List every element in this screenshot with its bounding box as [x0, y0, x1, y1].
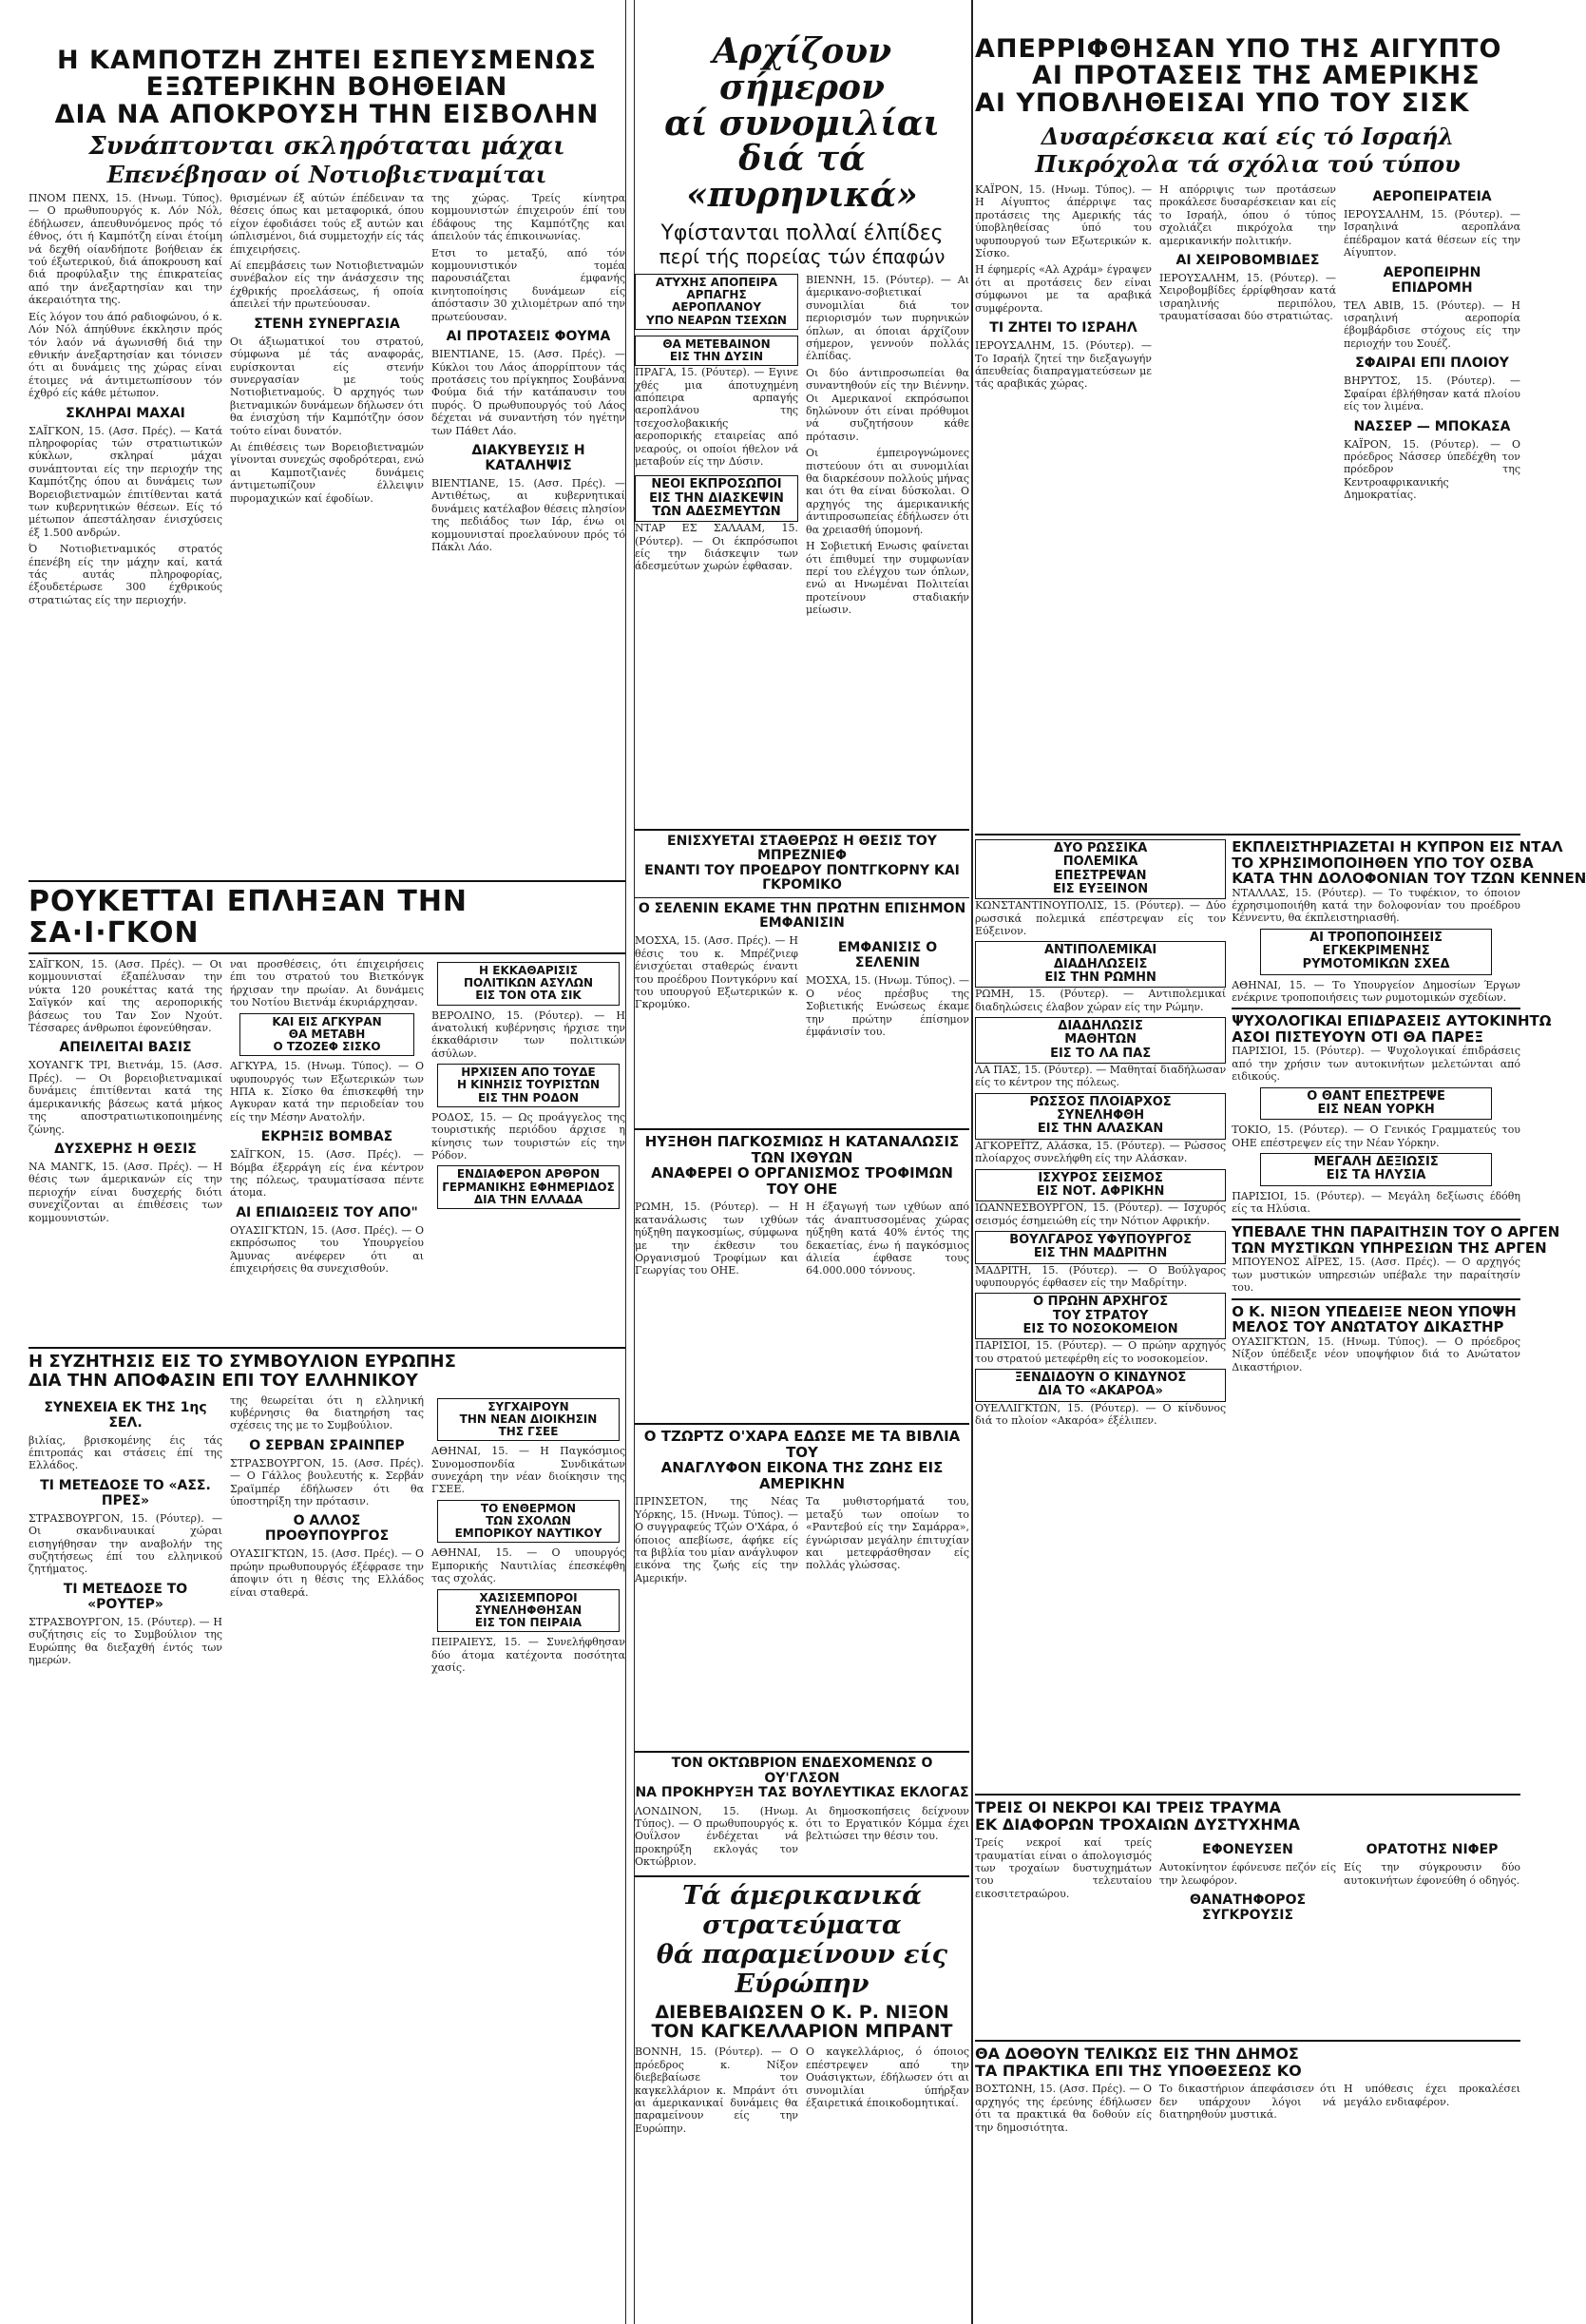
subhead-emfanisis-selenin: ΕΜΦΑΝΙΣΙΣ Ο ΣΕΛΕΝΙΝ [837, 940, 938, 971]
box-nonaligned: ΝΕΟΙ ΕΚΠΡΟΣΩΠΟΙ ΕΙΣ ΤΗΝ ΔΙΑΣΚΕΨΙΝ ΤΩΝ ΑΔΕΣΜΕΥΤΩΝ [635, 475, 798, 522]
box-new-gsee: ΣΥΓΧΑΙΡΟΥΝ ΤΗΝ ΝΕΑΝ ΔΙΟΙΚΗΣΙΝ ΤΗΣ ΓΣΕΕ [437, 1398, 620, 1442]
headline-egypt-1: ΑΠΕΡΡΙΦΘΗΣΑΝ ΥΠΟ ΤΗΣ ΑΙΓΥΠΤΟ [975, 34, 1502, 64]
headline-egypt-3: ΑΙ ΥΠΟΒΛΗΘΕΙΣΑΙ ΥΠΟ ΤΟΥ ΣΙΣΚ [975, 87, 1470, 118]
box-la-paz: ΔΙΑΔΗΛΩΣΙΣ ΜΑΘΗΤΩΝ ΕΙΣ ΤΟ ΛΑ ΠΑΣ [975, 1017, 1226, 1064]
headline-cars-2: ΑΣΟΙ ΠΙΣΤΕΥΟΥΝ ΟΤΙ ΘΑ ΠΑΡΕΞ [1232, 1028, 1483, 1046]
headline-ohara-1: Ο ΤΖΩΡΤΖ Ο'ΧΑΡΑ ΕΔΩΣΕ ΜΕ ΤΑ ΒΙΒΛΙΑ ΤΟΥ [643, 1428, 961, 1461]
deck-cambodia-1: Συνάπτονται σκληρόταται μάχαι [88, 132, 565, 162]
box-josef-sisko: ΚΑΙ ΕΙΣ ΑΓΚΥΡΑΝ ΘΑ ΜΕΤΑΒΗ Ο ΤΖΟΖΕΦ ΣΙΣΚΟ [239, 1013, 414, 1057]
headline-dead-1: ΤΡΕΙΣ ΟΙ ΝΕΚΡΟΙ ΚΑΙ ΤΡΕΙΣ ΤΡΑΥΜΑ [975, 1798, 1281, 1817]
subhead-protaseis-fouma: ΑΙ ΠΡΟΤΑΣΕΙΣ ΦΟΥΜΑ [446, 329, 611, 345]
subhead-visibility: ΟΡΑΤΟΤΗΣ ΝΙΦΕΡ [1366, 1842, 1499, 1858]
left-section: Η ΚΑΜΠΟΤΖΗ ΖΗΤΕΙ ΕΣΠΕΥΣΜΕΝΩΣ ΕΞΩΤΕΡΙΚΗΝ ΒΟΗΘΕΙΑΝ ΔΙΑ ΝΑ ΑΠΟΚΡΟΥΣΗ ΤΗΝ ΕΙΣΒΟΛΗΝ Συνάπτονται σκληρόταται μάχαι Επενέβησαν οί Νοτιοβιετναμίται ΠΝΟΜ ΠΕΝΧ, 15. (Ηνωμ. Τύπος). — Ο πρωθυπουργός κ. Λόν Νόλ, έδήλωσεν, άπευθυνόμενος πρός τό έθνος, ότι ή Καμπότζη είναι έτοίμη νά δεχθή οίανδήποτε βοήθειαν έκ τού έξωτερικού, διά άποκρουση καί διά προφύλαξιν της έπικρατείας από την άνεξαρτησίαν και την άκεραιότητα της. Είς λόγον του άπό ραδιοφώνου, ό κ. Λόν Νόλ άπηύθυνε έκκλησιν πρός τόν λαόν νά άγωνισθή διά την εθνικήν άνεξαρτησίαν και τόνισεν ότι αι δυνάμεις της χώρας είναι έτοιμες νά άντιμετωπίσουν τόν έχθρό είς κάθε μέτωπον. ΣΚΛΗΡΑΙ ΜΑΧΑΙ ΣΑΪΓΚΟΝ, 15. (Ασσ. Πρές). — Κατά πληροφορίας τών στρατιωτικών κύκλων, σκληραί μάχαι συνάπτονται είς την περιοχήν της Καμπότζης όπου αι δυνάμεις των Βορειοβιετναμών έπιτίθενται κατά των κυβερνητικών θέσεων. Είς τό μέτωπον άπεστάλησαν ένισχύσεις έξ 1.500 ανδρών. Ό Νοτιοβιετναμικός στρατός έπενέβη είς την μάχην καί, κατά τάς αυτάς πληροφορίας, έξουδετέρωσε 300 έχθρικούς στρατιώτας είς την περιοχήν. θρισμένων έξ αύτών έπέδειναν τα θέσεις όπως και μεταφορικά, όπου είχον έφοδιάσει τούς εξ αυτών και ώπλισμένοι, διά συμμετοχήν είς τάς έπιχειρήσεις. Αί επεμβάσεις των Νοτιοβιετναμών συνέβαλον είς την άνάσχεσιν της έχθρικής προελάσεως, ή οποία άπειλεί τήν πρωτεύουσαν. ΣΤΕΝΗ ΣΥΝΕΡΓΑΣΙΑ Οι άξιωματικοί του στρατού, σύμφωνα μέ τάς αναφοράς, ευρίσκονται είς στενήν συνεργασίαν με τούς Νοτιοβιετναμούς. Ό αρχηγός των βιετναμικών δυνάμεων δήλωσεν ότι θα ένισχύση τήν Καμπότζην όσον τούτο είναι δυνατόν. Αι έπιθέσεις των Βορειοβιετναμών γίνονται συνεχώς σφοδρότεραι, ενώ αι Καμποτζιανές δυνάμεις άντιμετωπίζουν έλλειψιν πυρομαχικών καί έφοδίων. της χώρας. Τρείς κίνητρα κομμουνιστών έπιχειρούν έπί του έδάφους της Καμπότζης και άπειλούν τάς έπικοινωνίας. Ετσι το μεταξύ, από τόν κομμουνιστικόν τομέα παρουσιάζεται έμφανής κινητοποίησις δυνάμεων είς άπόστασιν 30 χιλιομέτρων από την πρωτεύουσαν. ΑΙ ΠΡΟΤΑΣΕΙΣ ΦΟΥΜΑ ΒΙΕΝΤΙΑΝΕ, 15. (Ασσ. Πρές). — Κύκλοι του Λάος άπορρίπτουν τάς προτάσεις του πρίγκηπος Σουβάννα Φούμα διά τήν κατάπαυσιν του πυρός. Ό πρωθυπουργός τού Λάος δέχεται νά συναντήση τόν ηγέτην των Πάθετ Λάο. ΔΙΑΚΥΒΕΥΣΙΣ Η ΚΑΤΑΛΗΨΙΣ ΒΙΕΝΤΙΑΝΕ, 15. (Ασσ. Πρές). — Αντιθέτως, αι κυβερνητικαί δυνάμεις κατέλαβον θέσεις πλησίον της πεδιάδος των Ιάρ, ένω οι κομμουνισταί προελαύνουν πρός τό Πάκλι Λάο. ΡΟΥΚΕΤΤΑΙ ΕΠΛΗΞΑΝ ΤΗΝ ΣΑ·Ι·ΓΚΟΝ ΣΑΪΓΚΟΝ, 15. (Ασσ. Πρές). — Οι κομμουνισταί έξαπέλυσαν την νύκτα 120 ρουκέττας κατά της Σαϊγκόν καί της αεροπορικής βάσεως του Ταν Σον Νχούτ. Τέσσαρες άνθρωποι έφονεύθησαν. ΑΠΕΙΛΕΙΤΑΙ ΒΑΣΙΣ ΧΟΥΑΝΓΚ ΤΡΙ, Βιετνάμ, 15. (Ασσ. Πρές). — Οι βορειοβιετναμικαί δυνάμεις έπιτίθενται κατά της άμερικανικής βάσεως κατά μήκος της αποστρατιωτικοποιημένης ζώνης. ΔΥΣΧΕΡΗΣ Η ΘΕΣΙΣ ΝΑ ΜΑΝΓΚ, 15. (Ασσ. Πρές). — Η θέσις των άμερικανών είς την περιοχήν είναι δυσχερής διότι συνεχίζονται αι έπιθέσεις των κομμουνιστών. ναι προσθέσεις, ότι έπιχειρήσεις έπι του στρατού του Βιετκόνγκ ήρχισαν την πρωίαν. Αι δυνάμεις του Νοτίου Βιετνάμ έκυριάρχησαν. ΚΑΙ ΕΙΣ ΑΓΚΥΡΑΝ ΘΑ ΜΕΤΑΒΗ Ο ΤΖΟΖΕΦ ΣΙΣΚΟ ΑΓΚΥΡΑ, 15. (Ηνωμ. Τύπος). — Ο υφυπουργός των Εξωτερικών των ΗΠΑ κ. Σίσκο θα έπισκεφθή την Αγκυραν κατά την περιοδείαν του είς την Μέσην Ανατολήν. ΕΚΡΗΞΙΣ ΒΟΜΒΑΣ ΣΑΪΓΚΟΝ, 15. (Ασσ. Πρές). — Βόμβα έξερράγη είς ένα κέντρον της πόλεως, τραυματίσασα πέντε άτομα. ΑΙ ΕΠΙΔΙΩΞΕΙΣ ΤΟΥ ΑΠΟ" ΟΥΑΣΙΓΚΤΩΝ, 15. (Ασσ. Πρές). — Ο εκπρόσωπος του Υπουργείου Άμυνας ανέφερεν ότι αι έπιχειρήσεις θα συνεχισθούν. Η ΕΚΚΑΘΑΡΙΣΙΣ ΠΟΛΙΤΙΚΩΝ ΑΣΥΛΩΝ ΕΙΣ ΤΟΝ ΟΤΑ ΣΙΚ ΒΕΡΟΛΙΝΟ, 15. (Ρόυτερ). — Η άνατολική κυβέρνησις ήρχισε την έκκαθάρισιν των πολιτικών άσύλων. ΗΡΧΙΣΕΝ ΑΠΟ ΤΟΥΔΕ Η ΚΙΝΗΣΙΣ ΤΟΥΡΙΣΤΩΝ ΕΙΣ ΤΗΝ ΡΟΔΟΝ ΡΟΔΟΣ, 15. — Ως προάγγελος της τουριστικής περιόδου άρχισε η κίνησις των τουριστών είς την Ρόδον. ΕΝΔΙΑΦΕΡΟΝ ΑΡΘΡΟΝ ΓΕΡΜΑΝΙΚΗΣ ΕΦΗΜΕΡΙΔΟΣ ΔΙΑ ΤΗΝ ΕΛΛΑΔΑ Η ΣΥΖΗΤΗΣΙΣ ΕΙΣ ΤΟ ΣΥΜΒΟΥΛΙΟΝ ΕΥΡΩΠΗΣ ΔΙΑ ΤΗΝ ΑΠΟΦΑΣΙΝ ΕΠΙ ΤΟΥ ΕΛΛΗΝΙΚΟΥ ΣΥΝΕΧΕΙΑ ΕΚ ΤΗΣ 1ης ΣΕΛ. βιλίας, βρισκομένης έις τάς έπιτροπάς και στάσεις έπί της Ελλάδος. ΤΙ ΜΕΤΕΔΟΣΕ ΤΟ «ΑΣΣ. ΠΡΕΣ» ΣΤΡΑΣΒΟΥΡΓΟΝ, 15. (Ρόυτερ). — Οι σκανδιναυικαί χώραι εισηγήθησαν την αναβολήν της συζητήσεως έπί του ελληνικού ζητήματος. ΤΙ ΜΕΤΕΔΟΣΕ ΤΟ «ΡΟΥΤΕΡ» ΣΤΡΑΣΒΟΥΡΓΟΝ, 15. (Ρόυτερ). — Η συζήτησις είς το Συμβούλιον της Ευρώπης θα διεξαχθή έντός των ημερών. της θεωρείται ότι η ελληνική κυβέρνησις θα διατηρήση τας σχέσεις της με το Συμβούλιον. Ο ΣΕΡΒΑΝ ΣΡΑΙΝΠΕΡ ΣΤΡΑΣΒΟΥΡΓΟΝ, 15. (Ασσ. Πρές). — Ο Γάλλος βουλευτής κ. Σερβάν Σραϊμπέρ έδήλωσεν ότι θα ύποστηρίξη την πρότασιν. Ο ΑΛΛΟΣ ΠΡΟΘΥΠΟΥΡΓΟΣ ΟΥΑΣΙΓΚΤΩΝ, 15. (Ασσ. Πρές). — Ο πρώην πρωθυπουργός έξέφρασε την άποψιν ότι η θέσις της Ελλάδος είναι σταθερά. ΣΥΓΧΑΙΡΟΥΝ ΤΗΝ ΝΕΑΝ ΔΙΟΙΚΗΣΙΝ ΤΗΣ ΓΣΕΕ ΑΘΗΝΑΙ, 15. — Η Παγκόσμιος Συνομοσπονδία Συνδικάτων συνεχάρη την νέαν διοίκησιν της ΓΣΕΕ. ΤΟ ΕΝΘΕΡΜΟΝ ΤΩΝ ΣΧΟΛΩΝ ΕΜΠΟΡΙΚΟΥ ΝΑΥΤΙΚΟΥ ΑΘΗΝΑΙ, 15. — Ο υπουργός Εμπορικής Ναυτιλίας έπεσκέφθη τας σχολάς. ΧΑΣΙΣΕΜΠΟΡΟΙ ΣΥΝΕΛΗΦΘΗΣΑΝ ΕΙΣ ΤΟΝ ΠΕΙΡΑΙΑ ΠΕΙΡΑΙΕΥΣ, 15. — Συνελήφθησαν δύο άτομα κατέχοντα ποσότητα χασίς. [29, 46, 625, 1674]
headline-talks-1: Αρχίζουν σήμερον [712, 31, 892, 107]
headline-council-europe-1: Η ΣΥΖΗΤΗΣΙΣ ΕΙΣ ΤΟ ΣΥΜΒΟΥΛΙΟΝ ΕΥΡΩΠΗΣ [29, 1352, 456, 1373]
headline-judge-1: Ο Κ. ΝΙΞΟΝ ΥΠΕΔΕΙΞΕ ΝΕΟΝ ΥΠΟΨΗ [1232, 1302, 1517, 1320]
box-earthquake: ΙΣΧΥΡΟΣ ΣΕΙΣΜΟΣ ΕΙΣ ΝΟΤ. ΑΦΡΙΚΗΝ [975, 1169, 1226, 1202]
headline-us-troops-1: Τά άμερικανικά στρατεύματα [681, 1880, 923, 1940]
box-west: ΘΑ ΜΕΤΕΒΑΙΝΟΝ ΕΙΣ ΤΗΝ ΔΥΣΙΝ [635, 336, 798, 366]
headline-judge-2: ΜΕΛΟΣ ΤΟΥ ΑΝΩΤΑΤΟΥ ΔΙΚΑΣΤΗΡ [1232, 1318, 1504, 1336]
subhead-servan-schreiber: Ο ΣΕΡΒΑΝ ΣΡΑΙΝΠΕΡ [249, 1437, 405, 1453]
box-zoning-plans: ΑΙ ΤΡΟΠΟΠΟΙΗΣΕΙΣ ΕΓΚΕΚΡΙΜΕΝΗΣ ΡΥΜΟΤΟΜΙΚΩΝ ΣΧΕΔ [1260, 929, 1492, 975]
box-russian-warships: ΔΥΟ ΡΩΣΣΙΚΑ ΠΟΛΕΜΙΚΑ ΕΠΕΣΤΡΕΨΑΝ ΕΙΣ ΕΥΞΕΙΝΟΝ [975, 839, 1226, 899]
headline-talks-3: διά τά «πυρηνικά» [686, 139, 918, 216]
headline-rockets-saigon: ΡΟΥΚΕΤΤΑΙ ΕΠΛΗΞΑΝ ΤΗΝ ΣΑ·Ι·ΓΚΟΝ [29, 885, 468, 951]
deck-talks-2: περί τής πορείας τών έπαφών [659, 244, 946, 268]
headline-brezhnev-2: ΕΝΑΝΤΙ ΤΟΥ ΠΡΟΕΔΡΟΥ ΠΟΝΤΓΚΟΡΝΥ ΚΑΙ ΓΚΡΟΜΙΚΟ [644, 862, 960, 893]
box-tourists-rhodes: ΗΡΧΙΣΕΝ ΑΠΟ ΤΟΥΔΕ Η ΚΙΝΗΣΙΣ ΤΟΥΡΙΣΤΩΝ ΕΙΣ ΤΗΝ ΡΟΔΟΝ [437, 1064, 620, 1107]
headline-ohara-2: ΑΝΑΓΛΥΦΟΝ ΕΙΚΟΝΑ ΤΗΣ ΖΩΗΣ ΕΙΣ ΑΜΕΡΙΚΗΝ [660, 1459, 944, 1492]
headline-nixon-brandt-1: ΔΙΕΒΕΒΑΙΩΣΕΝ Ο Κ. Ρ. ΝΙΞΟΝ [655, 2001, 949, 2023]
subhead-skliarai-maxai: ΣΚΛΗΡΑΙ ΜΑΧΑΙ [66, 405, 185, 421]
box-political-asylum: Η ΕΚΚΑΘΑΡΙΣΙΣ ΠΟΛΙΤΙΚΩΝ ΑΣΥΛΩΝ ΕΙΣ ΤΟΝ ΟΤΑ ΣΙΚ [437, 962, 620, 1006]
subhead-air-raid: ΑΕΡΟΠΕΙΡΗΝ ΕΠΙΔΡΟΜΗ [1383, 264, 1481, 296]
deck-egypt-2: Πικρόχολα τά σχόλια τού τύπου [1035, 150, 1461, 179]
middle-section: Αρχίζουν σήμερον αί συνομιλίαι διά τά «πυρηνικά» Υφίστανται πολλαί έλπίδες περί τής πορείας τών έπαφών ΑΤΥΧΗΣ ΑΠΟΠΕΙΡΑ ΑΡΠΑΓΗΣ ΑΕΡΟΠΛΑΝΟΥ ΥΠΟ ΝΕΑΡΩΝ ΤΣΕΧΩΝ ΘΑ ΜΕΤΕΒΑΙΝΟΝ ΕΙΣ ΤΗΝ ΔΥΣΙΝ ΠΡΑΓΑ, 15. (Ρόυτερ). — Εγινε χθές μια άποτυχημένη απόπειρα αρπαγής αεροπλάνου της τσεχοσλοβακικής αεροπορικής εταιρείας από νεαρούς, οι οποίοι ήθελον νά μεταβούν είς την Δύσιν. ΝΕΟΙ ΕΚΠΡΟΣΩΠΟΙ ΕΙΣ ΤΗΝ ΔΙΑΣΚΕΨΙΝ ΤΩΝ ΑΔΕΣΜΕΥΤΩΝ ΝΤΑΡ ΕΣ ΣΑΛΑΑΜ, 15. (Ρόυτερ). — Οι έκπρόσωποι είς την διάσκεψιν των άδεσμεύτων χωρών έφθασαν. ΒΙΕΝΝΗ, 15. (Ρόυτερ). — Αι άμερικανο-σοβιετικαί συνομιλίαι διά τον περιορισμόν των πυρηνικών όπλων, αι όποιαι άρχίζουν σήμερον, γεννούν πολλάς έλπίδας. Οι δύο άντιπροσωπείαι θα συναντηθούν είς την Βιέννην. Οι Αμερικανοί εκπρόσωποι δηλώνουν ότι είναι πρόθυμοι νά συζητήσουν κάθε πρότασιν. Οι έμπειρογνώμονες πιστεύουν ότι αι συνομιλίαι θα διαρκέσουν πολλούς μήνας και ότι θα είναι δύσκολαι. Ο αρχηγός της άμερικανικής άντιπροσωπείας έδήλωσεν ότι θα χρειασθή ύπομονή. Η Σοβιετική Ενωσις φαίνεται ότι έπιθυμεί την συμφωνίαν περί του ελέγχου των όπλων, ενώ αι Ηνωμέναι Πολιτείαι προτείνουν σταδιακήν μείωσιν. ΕΝΙΣΧΥΕΤΑΙ ΣΤΑΘΕΡΩΣ Η ΘΕΣΙΣ ΤΟΥ ΜΠΡΕΖΝΙΕΦ ΕΝΑΝΤΙ ΤΟΥ ΠΡΟΕΔΡΟΥ ΠΟΝΤΓΚΟΡΝΥ ΚΑΙ ΓΚΡΟΜΙΚΟ Ο ΣΕΛΕΝΙΝ ΕΚΑΜΕ ΤΗΝ ΠΡΩΤΗΝ ΕΠΙΣΗΜΟΝ ΕΜΦΑΝΙΣΙΝ ΜΟΣΧΑ, 15. (Ασσ. Πρές). — Η θέσις του κ. Μπρέζνιεφ ένισχύεται σταθερώς έναντι του προέδρου Ποντγκόρνυ καί του υπουργού Εξωτερικών κ. Γκρομύκο. ΕΜΦΑΝΙΣΙΣ Ο ΣΕΛΕΝΙΝ ΜΟΣΧΑ, 15. (Ηνωμ. Τύπος). — Ο νέος πρέσβυς της Σοβιετικής Ενώσεως έκαμε την πρώτην έπίσημον έμφάνισίν του. ΗΥΞΗΘΗ ΠΑΓΚΟΣΜΙΩΣ Η ΚΑΤΑΝΑΛΩΣΙΣ ΤΩΝ ΙΧΘΥΩΝ ΑΝΑΦΕΡΕΙ Ο ΟΡΓΑΝΙΣΜΟΣ ΤΡΟΦΙΜΩΝ ΤΟΥ ΟΗΕ ΡΩΜΗ, 15. (Ρόυτερ). — Η κατανάλωσις των ιχθύων ηύξηθη παγκοσμίως, σύμφωνα με την έκθεσιν του Οργανισμού Τροφίμων και Γεωργίας του ΟΗΕ. Η έξαγωγή των ιχθύων από τάς άναπτυσσομένας χώρας ηύξηθη κατά 40% έντός της δεκαετίας, ένω ή παγκόσμιος άλιεία έφθασε τους 64.000.000 τόννους. Ο ΤΖΩΡΤΖ Ο'ΧΑΡΑ ΕΔΩΣΕ ΜΕ ΤΑ ΒΙΒΛΙΑ ΤΟΥ ΑΝΑΓΛΥΦΟΝ ΕΙΚΟΝΑ ΤΗΣ ΖΩΗΣ ΕΙΣ ΑΜΕΡΙΚΗΝ ΠΡΙΝΣΕΤΟΝ, της Νέας Υόρκης, 15. (Ηνωμ. Τύπος). — Ο συγγραφεύς Τζών Ο'Χάρα, ό όποιος απεβίωσε, άφήκε είς τα βιβλία του μίαν ανάγλυφον εικόνα της ζωής είς την Αμερικήν. Τα μυθιστορήματά του, μεταξύ των οποίων το «Ραντεβού είς την Σαμάρρα», έγνώρισαν μεγάλην έπιτυχίαν και μετεφράσθησαν είς πολλάς γλώσσας. ΤΟΝ ΟΚΤΩΒΡΙΟΝ ΕΝΔΕΧΟΜΕΝΩΣ Ο ΟΥ'ΓΛΣΟΝ ΝΑ ΠΡΟΚΗΡΥΞΗ ΤΑΣ ΒΟΥΛΕΥΤΙΚΑΣ ΕΚΛΟΓΑΣ ΛΟΝΔΙΝΟΝ, 15. (Ηνωμ. Τύπος). — Ο πρωθυπουργός κ. Ουΐλσον ένδέχεται νά προκηρύξη εκλογάς τον Οκτώβριον. Αι δημοσκοπήσεις δείχνουν ότι το Εργατικόν Κόμμα έχει βελτιώσει την θέσιν του. Τά άμερικανικά στρατεύματα θά παραμείνουν είς Εύρώπην ΔΙΕΒΕΒΑΙΩΣΕΝ Ο Κ. Ρ. ΝΙΞΟΝ ΤΟΝ ΚΑΓΚΕΛΛΑΡΙΟΝ ΜΠΡΑΝΤ ΒΟΝΝΗ, 15. (Ρόυτερ). — Ο πρόεδρος κ. Νίξον διεβεβαίωσε τον καγκελλάριον κ. Μπράντ ότι αι άμερικανικαί δυνάμεις θα παραμείνουν είς την Ευρώπην. Ο καγκελλάριος, ό όποιος επέστρεψεν από την Ουάσιγκτων, έδήλωσεν ότι αι συνομιλίαι ύπήρξαν έξαιρετικά έποικοδομητικαί. [635, 31, 969, 2135]
headline-final-2: ΤΑ ΠΡΑΚΤΙΚΑ ΕΠΙ ΤΗΣ ΥΠΟΘΕΣΕΩΣ ΚΟ [975, 2061, 1302, 2080]
headline-cyprus-1: ΕΚΠΛΕΙΣΤΗΡΙΑΖΕΤΑΙ Η ΚΥΠΡΟΝ ΕΙΣ ΝΤΑΛ [1232, 838, 1563, 856]
headline-cambodia-3: ΔΙΑ ΝΑ ΑΠΟΚΡΟΥΣΗ ΤΗΝ ΕΙΣΒΟΛΗΝ [54, 99, 600, 129]
headline-cyprus-2: ΤΟ ΧΡΗΣΙΜΟΠΟΙΗΘΕΝ ΥΠΟ ΤΟΥ ΟΣΒΑ [1232, 854, 1534, 872]
box-bulgarian-minister: ΒΟΥΛΓΑΡΟΣ ΥΦΥΠΟΥΡΓΟΣ ΕΙΣ ΤΗΝ ΜΑΔΡΙΤΗΝ [975, 1231, 1226, 1264]
box-army-chief: Ο ΠΡΩΗΝ ΑΡΧΗΓΟΣ ΤΟΥ ΣΤΡΑΤΟΥ ΕΙΣ ΤΟ ΝΟΣΟΚΟΜΕΙΟΝ [975, 1293, 1226, 1339]
headline-brezhnev-1: ΕΝΙΣΧΥΕΤΑΙ ΣΤΑΘΕΡΩΣ Η ΘΕΣΙΣ ΤΟΥ ΜΠΡΕΖΝΙΕΦ [667, 833, 937, 864]
headline-cambodia-1: Η ΚΑΜΠΟΤΖΗ ΖΗΤΕΙ ΕΣΠΕΥΣΜΕΝΩΣ [57, 46, 597, 75]
subhead-router: ΤΙ ΜΕΤΕΔΟΣΕ ΤΟ «ΡΟΥΤΕΡ» [63, 1581, 188, 1612]
headline-us-troops-2: θά παραμείνουν είς Εύρώπην [656, 1939, 948, 1999]
box-thant-ny: Ο ΘΑΝΤ ΕΠΕΣΤΡΕΨΕ ΕΙΣ ΝΕΑΝ ΥΟΡΚΗ [1260, 1087, 1492, 1121]
box-hijack-attempt: ΑΤΥΧΗΣ ΑΠΟΠΕΙΡΑ ΑΡΠΑΓΗΣ ΑΕΡΟΠΛΑΝΟΥ ΥΠΟ ΝΕΑΡΩΝ ΤΣΕΧΩΝ [635, 274, 798, 330]
headline-fish-2: ΑΝΑΦΕΡΕΙ Ο ΟΡΓΑΝΙΣΜΟΣ ΤΡΟΦΙΜΩΝ ΤΟΥ ΟΗΕ [651, 1164, 953, 1198]
headline-dead-2: ΕΚ ΔΙΑΦΟΡΩΝ ΤΡΟΧΑΙΩΝ ΔΥΣΤΥΧΗΜΑ [975, 1815, 1301, 1834]
headline-fish-1: ΗΥΞΗΘΗ ΠΑΓΚΟΣΜΙΩΣ Η ΚΑΤΑΝΑΛΩΣΙΣ ΤΩΝ ΙΧΘΥΩΝ [644, 1133, 960, 1166]
subhead-ass-pres: ΤΙ ΜΕΤΕΔΟΣΕ ΤΟ «ΑΣΣ. ΠΡΕΣ» [40, 1477, 211, 1508]
subhead-fatal-collision: ΘΑΝΑΤΗΦΟΡΟΣ ΣΥΓΚΡΟΥΣΙΣ [1189, 1892, 1307, 1924]
deck-cambodia-2: Επενέβησαν οί Νοτιοβιετναμίται [106, 161, 547, 189]
subhead-diakybeysis: ΔΙΑΚΥΒΕΥΣΙΣ Η ΚΑΤΑΛΗΨΙΣ [471, 442, 585, 473]
headline-argentina-2: ΤΩΝ ΜΥΣΤΙΚΩΝ ΥΠΗΡΕΣΙΩΝ ΤΗΣ ΑΡΓΕΝ [1232, 1239, 1547, 1257]
box-alaska-captain: ΡΩΣΣΟΣ ΠΛΟΙΑΡΧΟΣ ΣΥΝΕΛΗΦΘΗ ΕΙΣ ΤΗΝ ΑΛΑΣΚΑΝ [975, 1093, 1226, 1140]
deck-talks-1: Υφίστανται πολλαί έλπίδες [660, 221, 944, 245]
box-naval-schools: ΤΟ ΕΝΘΕΡΜΟΝ ΤΩΝ ΣΧΟΛΩΝ ΕΜΠΟΡΙΚΟΥ ΝΑΥΤΙΚΟΥ [437, 1500, 620, 1544]
headline-selenin: Ο ΣΕΛΕΝΙΝ ΕΚΑΜΕ ΤΗΝ ΠΡΩΤΗΝ ΕΠΙΣΗΜΟΝ ΕΜΦΑΝΙΣΙΝ [638, 900, 966, 931]
subhead-allos-prothypourgos: Ο ΑΛΛΟΣ ΠΡΟΘΥΠΟΥΡΓΟΣ [264, 1513, 390, 1545]
headline-final-1: ΘΑ ΔΟΘΟΥΝ ΤΕΛΙΚΩΣ ΕΙΣ ΤΗΝ ΔΗΜΟΣ [975, 2045, 1299, 2064]
subhead-synexeia: ΣΥΝΕΧΕΙΑ ΕΚ ΤΗΣ 1ης ΣΕΛ. [44, 1399, 207, 1431]
subhead-aeropeirateia: ΑΕΡΟΠΕΙΡΑΤΕΙΑ [1372, 189, 1492, 205]
subhead-grenades: ΑΙ ΧΕΙΡΟΒΟΜΒΙΔΕΣ [1175, 253, 1320, 269]
column-rule [971, 0, 973, 2324]
box-hashish-piraeus: ΧΑΣΙΣΕΜΠΟΡΟΙ ΣΥΝΕΛΗΦΘΗΣΑΝ ΕΙΣ ΤΟΝ ΠΕΙΡΑΙΑ [437, 1589, 620, 1633]
box-german-article: ΕΝΔΙΑΦΕΡΟΝ ΑΡΘΡΟΝ ΓΕΡΜΑΝΙΚΗΣ ΕΦΗΜΕΡΙΔΟΣ ΔΙΑ ΤΗΝ ΕΛΛΑΔΑ [437, 1165, 620, 1209]
box-akaroa: ΞΕΝΔΙΔΟΥΝ Ο ΚΙΝΔΥΝΟΣ ΔΙΑ ΤΟ «ΑΚΑΡΟΑ» [975, 1369, 1226, 1402]
headline-cambodia-2: ΕΞΩΤΕΡΙΚΗΝ ΒΟΗΘΕΙΑΝ [145, 72, 508, 103]
headline-cars-1: ΨΥΧΟΛΟΓΙΚΑΙ ΕΠΙΔΡΑΣΕΙΣ ΑΥΤΟΚΙΝΗΤΩ [1232, 1012, 1552, 1030]
headline-wilson-2: ΝΑ ΠΡΟΚΗΡΥΞΗ ΤΑΣ ΒΟΥΛΕΥΤΙΚΑΣ ΕΚΛΟΓΑΣ [635, 1785, 969, 1801]
deck-egypt-1: Δυσαρέσκεια καί είς τό Ισραήλ [1041, 123, 1455, 151]
subhead-shots-ship: ΣΦΑΙΡΑΙ ΕΠΙ ΠΛΟΙΟΥ [1355, 355, 1509, 372]
headline-wilson-1: ΤΟΝ ΟΚΤΩΒΡΙΟΝ ΕΝΔΕΧΟΜΕΝΩΣ Ο ΟΥ'ΓΛΣΟΝ [671, 1756, 933, 1786]
subhead-nasser-bokassa: ΝΑΣΣΕΡ — ΜΠΟΚΑΣΑ [1353, 418, 1511, 434]
headline-talks-2: αί συνομιλίαι [664, 103, 940, 144]
subhead-epidioxeis: ΑΙ ΕΠΙΔΙΩΞΕΙΣ ΤΟΥ ΑΠΟ" [236, 1204, 418, 1220]
headline-argentina-1: ΥΠΕΒΑΛΕ ΤΗΝ ΠΑΡΑΙΤΗΣΙΝ ΤΟΥ Ο ΑΡΓΕΝ [1232, 1223, 1560, 1241]
subhead-efoneusen: ΕΦΟΝΕΥΣΕΝ [1202, 1842, 1293, 1858]
headline-council-europe-2: ΔΙΑ ΤΗΝ ΑΠΟΦΑΣΙΝ ΕΠΙ ΤΟΥ ΕΛΛΗΝΙΚΟΥ [29, 1370, 418, 1391]
subhead-steni-synergasia: ΣΤΕΝΗ ΣΥΝΕΡΓΑΣΙΑ [254, 316, 400, 332]
subhead-israel-wants: ΤΙ ΖΗΤΕΙ ΤΟ ΙΣΡΑΗΛ [989, 320, 1137, 336]
subhead-ekrixis-bombas: ΕΚΡΗΞΙΣ ΒΟΜΒΑΣ [260, 1129, 393, 1145]
headline-cyprus-3: ΚΑΤΑ ΤΗΝ ΔΟΛΟΦΟΝΙΑΝ ΤΟΥ ΤΖΩΝ ΚΕΝΝΕΝ [1232, 870, 1586, 888]
right-section: ΑΠΕΡΡΙΦΘΗΣΑΝ ΥΠΟ ΤΗΣ ΑΙΓΥΠΤΟ ΑΙ ΠΡΟΤΑΣΕΙΣ ΤΗΣ ΑΜΕΡΙΚΗΣ ΑΙ ΥΠΟΒΛΗΘΕΙΣΑΙ ΥΠΟ ΤΟΥ ΣΙΣΚ Δυσαρέσκεια καί είς τό Ισραήλ Πικρόχολα τά σχόλια τού τύπου ΚΑΪΡΟΝ, 15. (Ηνωμ. Τύπος). — Η Αίγυπτος άπέρριψε τας προτάσεις της Αμερικής τάς ύποβληθείσας ύπό του υφυπουργού των Εξωτερικών κ. Σίσκο. Η έφημερίς «Αλ Αχράμ» έγραψεν ότι αι προτάσεις δεν είναι σύμφωνοι με τα αραβικά συμφέροντα. ΤΙ ΖΗΤΕΙ ΤΟ ΙΣΡΑΗΛ ΙΕΡΟΥΣΑΛΗΜ, 15. (Ρόυτερ). — Το Ισραήλ ζητεί την διεξαγωγήν άπευθείας διαπραγματεύσεων με τάς αραβικάς χώρας. Η απόρριψις των προτάσεων προκάλεσε δυσαρέσκειαν και είς το Ισραήλ, όπου ό τύπος σχολιάζει πικρόχολα την αμερικανικήν πολιτικήν. ΑΙ ΧΕΙΡΟΒΟΜΒΙΔΕΣ ΙΕΡΟΥΣΑΛΗΜ, 15. (Ρόυτερ). — Χειροβομβίδες έρρίφθησαν κατά ισραηλινής περιπόλου, τραυματίσασαι δύο στρατιώτας. ΑΕΡΟΠΕΙΡΑΤΕΙΑ ΙΕΡΟΥΣΑΛΗΜ, 15. (Ρόυτερ). — Ισραηλινά αεροπλάνα έπέδραμον κατά θέσεων είς την Αίγυπτον. ΑΕΡΟΠΕΙΡΗΝ ΕΠΙΔΡΟΜΗ ΤΕΛ ΑΒΙΒ, 15. (Ρόυτερ). — Η ισραηλινή αεροπορία έβομβάρδισε στόχους είς την περιοχήν του Σουέζ. ΣΦΑΙΡΑΙ ΕΠΙ ΠΛΟΙΟΥ ΒΗΡΥΤΟΣ, 15. (Ρόυτερ). — Σφαίραι έβλήθησαν κατά πλοίου είς τον λιμένα. ΝΑΣΣΕΡ — ΜΠΟΚΑΣΑ ΚΑΪΡΟΝ, 15. (Ρόυτερ). — Ο πρόεδρος Νάσσερ ύπεδέχθη τον πρόεδρον της Κεντροαφρικανικής Δημοκρατίας. ΔΥΟ ΡΩΣΣΙΚΑ ΠΟΛΕΜΙΚΑ ΕΠΕΣΤΡΕΨΑΝ ΕΙΣ ΕΥΞΕΙΝΟΝ ΚΩΝΣΤΑΝΤΙΝΟΥΠΟΛΙΣ, 15. (Ρόυτερ). — Δύο ρωσσικά πολεμικά επέστρεψαν είς τον Εύξεινον. ΑΝΤΙΠΟΛΕΜΙΚΑΙ ΔΙΑΔΗΛΩΣΕΙΣ ΕΙΣ ΤΗΝ ΡΩΜΗΝ ΡΩΜΗ, 15. (Ρόυτερ). — Αντιπολεμικαί διαδηλώσεις έλαβον χώραν είς την Ρώμην. ΔΙΑΔΗΛΩΣΙΣ ΜΑΘΗΤΩΝ ΕΙΣ ΤΟ ΛΑ ΠΑΣ ΛΑ ΠΑΣ, 15. (Ρόυτερ). — Μαθηταί διαδήλωσαν είς το κέντρον της πόλεως. ΡΩΣΣΟΣ ΠΛΟΙΑΡΧΟΣ ΣΥΝΕΛΗΦΘΗ ΕΙΣ ΤΗΝ ΑΛΑΣΚΑΝ ΑΓΚΟΡΕΪΤΖ, Αλάσκα, 15. (Ρόυτερ). — Ρώσσος πλοίαρχος συνελήφθη είς την Αλάσκαν. ΙΣΧΥΡΟΣ ΣΕΙΣΜΟΣ ΕΙΣ ΝΟΤ. ΑΦΡΙΚΗΝ ΙΩΑΝΝΕΣΒΟΥΡΓΟΝ, 15. (Ρόυτερ). — Ισχυρός σεισμός έσημειώθη είς την Νότιον Αφρικήν. ΒΟΥΛΓΑΡΟΣ ΥΦΥΠΟΥΡΓΟΣ ΕΙΣ ΤΗΝ ΜΑΔΡΙΤΗΝ ΜΑΔΡΙΤΗ, 15. (Ρόυτερ). — Ο Βούλγαρος υφυπουργός έφθασεν είς την Μαδρίτην. Ο ΠΡΩΗΝ ΑΡΧΗΓΟΣ ΤΟΥ ΣΤΡΑΤΟΥ ΕΙΣ ΤΟ ΝΟΣΟΚΟΜΕΙΟΝ ΠΑΡΙΣΙΟΙ, 15. (Ρόυτερ). — Ο πρώην αρχηγός του στρατού μετεφέρθη είς το νοσοκομείον. ΞΕΝΔΙΔΟΥΝ Ο ΚΙΝΔΥΝΟΣ ΔΙΑ ΤΟ «ΑΚΑΡΟΑ» ΟΥΕΛΛΙΓΚΤΩΝ, 15. (Ρόυτερ). — Ο κίνδυνος διά το πλοίον «Ακαρόα» έξέλιπεν. ΕΚΠΛΕΙΣΤΗΡΙΑΖΕΤΑΙ Η ΚΥΠΡΟΝ ΕΙΣ ΝΤΑΛ ΤΟ ΧΡΗΣΙΜΟΠΟΙΗΘΕΝ ΥΠΟ ΤΟΥ ΟΣΒΑ ΚΑΤΑ ΤΗΝ ΔΟΛΟΦΟΝΙΑΝ ΤΟΥ ΤΖΩΝ ΚΕΝΝΕΝ ΝΤΑΛΛΑΣ, 15. (Ρόυτερ). — Το τυφέκιον, το όποιον έχρησιμοποιήθη κατά την δολοφονίαν του προέδρου Κέννεντυ, θα έκπλειστηριασθή. ΑΙ ΤΡΟΠΟΠΟΙΗΣΕΙΣ ΕΓΚΕΚΡΙΜΕΝΗΣ ΡΥΜΟΤΟΜΙΚΩΝ ΣΧΕΔ ΑΘΗΝΑΙ, 15. — Το Υπουργείον Δημοσίων Έργων ενέκρινε τροποποιήσεις των ρυμοτομικών σχεδίων. ΨΥΧΟΛΟΓΙΚΑΙ ΕΠΙΔΡΑΣΕΙΣ ΑΥΤΟΚΙΝΗΤΩ ΑΣΟΙ ΠΙΣΤΕΥΟΥΝ ΟΤΙ ΘΑ ΠΑΡΕΞ ΠΑΡΙΣΙΟΙ, 15. (Ρόυτερ). — Ψυχολογικαί έπιδράσεις από την χρήσιν των αυτοκινήτων μελετώνται από ειδικούς. Ο ΘΑΝΤ ΕΠΕΣΤΡΕΨΕ ΕΙΣ ΝΕΑΝ ΥΟΡΚΗ ΤΟΚΙΟ, 15. (Ρόυτερ). — Ο Γενικός Γραμματεύς του ΟΗΕ επέστρεψεν είς την Νέαν Υόρκην. ΜΕΓΑΛΗ ΔΕΞΙΩΣΙΣ ΕΙΣ ΤΑ ΗΛΥΣΙΑ ΠΑΡΙΣΙΟΙ, 15. (Ρόυτερ). — Μεγάλη δεξίωσις έδόθη είς τα Ηλύσια. ΥΠΕΒΑΛΕ ΤΗΝ ΠΑΡΑΙΤΗΣΙΝ ΤΟΥ Ο ΑΡΓΕΝ ΤΩΝ ΜΥΣΤΙΚΩΝ ΥΠΗΡΕΣΙΩΝ ΤΗΣ ΑΡΓΕΝ ΜΠΟΥΕΝΟΣ ΑΪΡΕΣ, 15. (Ασσ. Πρές). — Ο αρχηγός των μυστικών υπηρεσιών υπέβαλε την παραίτησίν του. Ο Κ. ΝΙΞΟΝ ΥΠΕΔΕΙΞΕ ΝΕΟΝ ΥΠΟΨΗ ΜΕΛΟΣ ΤΟΥ ΑΝΩΤΑΤΟΥ ΔΙΚΑΣΤΗΡ ΟΥΑΣΙΓΚΤΩΝ, 15. (Ηνωμ. Τύπος). — Ο πρόεδρος Νίξον ύπέδειξε νέον υποψήφιον διά το Ανώτατον Δικαστήριον. ΤΡΕΙΣ ΟΙ ΝΕΚΡΟΙ ΚΑΙ ΤΡΕΙΣ ΤΡΑΥΜΑ ΕΚ ΔΙΑΦΟΡΩΝ ΤΡΟΧΑΙΩΝ ΔΥΣΤΥΧΗΜΑ Τρείς νεκροί καί τρείς τραυματίαι είναι ο άπολογισμός των τροχαίων δυστυχημάτων του τελευταίου εικοσιτετραώρου. ΕΦΟΝΕΥΣΕΝ Αυτοκίνητον έφόνευσε πεζόν είς την λεωφόρον. ΘΑΝΑΤΗΦΟΡΟΣ ΣΥΓΚΡΟΥΣΙΣ ΟΡΑΤΟΤΗΣ ΝΙΦΕΡ Είς την σύγκρουσιν δύο αυτοκινήτων έφονεύθη ό οδηγός. ΘΑ ΔΟΘΟΥΝ ΤΕΛΙΚΩΣ ΕΙΣ ΤΗΝ ΔΗΜΟΣ ΤΑ ΠΡΑΚΤΙΚΑ ΕΠΙ ΤΗΣ ΥΠΟΘΕΣΕΩΣ ΚΟ ΒΟΣΤΩΝΗ, 15. (Ασσ. Πρές). — Ο αρχηγός της έρεύνης έδήλωσεν ότι τα πρακτικά θα δοθούν είς την δημοσιότητα. Το δικαστήριον άπεφάσισεν ότι δεν υπάρχουν λόγοι νά διατηρηθούν μυστικά. Η υπόθεσις έχει προκαλέσει μεγάλο ενδιαφέρον. [975, 34, 1586, 2134]
subhead-apeileitai-basis: ΑΠΕΙΛΕΙΤΑΙ ΒΑΣΙΣ [59, 1040, 192, 1056]
subhead-dysxeris-thesis: ΔΥΣΧΕΡΗΣ Η ΘΕΣΙΣ [54, 1141, 197, 1157]
box-elysee-reception: ΜΕΓΑΛΗ ΔΕΞΙΩΣΙΣ ΕΙΣ ΤΑ ΗΛΥΣΙΑ [1260, 1153, 1492, 1186]
headline-nixon-brandt-2: ΤΟΝ ΚΑΓΚΕΛΛΑΡΙΟΝ ΜΠΡΑΝΤ [651, 2021, 953, 2043]
headline-egypt-2: ΑΙ ΠΡΟΤΑΣΕΙΣ ΤΗΣ ΑΜΕΡΙΚΗΣ [1032, 61, 1481, 91]
box-rome-protests: ΑΝΤΙΠΟΛΕΜΙΚΑΙ ΔΙΑΔΗΛΩΣΕΙΣ ΕΙΣ ΤΗΝ ΡΩΜΗΝ [975, 941, 1226, 988]
